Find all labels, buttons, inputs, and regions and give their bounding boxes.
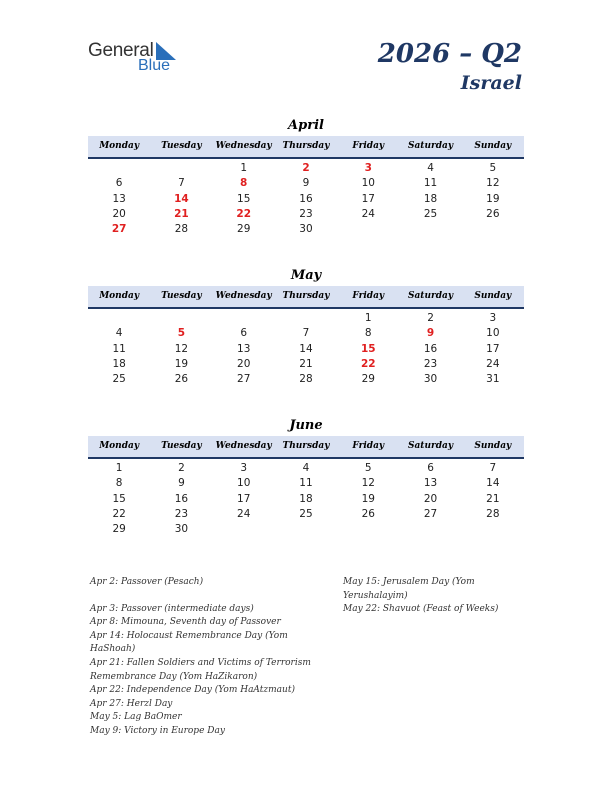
day-cell [337,522,399,537]
holiday-note: Apr 14: Holocaust Remembrance Day (Yom HaShoah) [90,630,288,655]
day-cell: 6 [427,462,434,474]
day-cell: 26 [174,373,189,386]
day-cell: 1 [240,162,248,174]
day-cell: 17 [237,492,251,505]
day-cell: 17 [361,192,375,205]
day-cell: 9 [426,327,435,340]
period-title: 2026 – Q2 [377,39,522,69]
weekday-header [88,286,524,309]
day-cell: 28 [299,373,313,386]
day-cell [337,222,399,237]
weekday-label: Friday [352,141,385,151]
day-cell [399,222,461,237]
day-cell: 18 [423,192,438,205]
day-cell: 27 [423,507,438,520]
weekday-header [88,436,524,459]
day-cell: 30 [174,523,189,536]
day-cell: 23 [423,357,438,370]
day-cell: 7 [178,177,185,190]
day-cell: 23 [299,207,313,220]
month-april [88,116,524,237]
week-row [88,461,524,476]
month-may [88,266,524,387]
weekday-label: Wednesday [215,291,272,301]
day-cell: 27 [111,223,127,236]
day-cell: 3 [364,162,372,174]
weekday-header [88,136,524,159]
day-cell: 30 [299,223,313,236]
day-cell: 19 [361,492,375,505]
holiday-note: May 15: Jerusalem Day (Yom [343,577,475,587]
month-name: May [290,268,322,283]
day-cell [88,311,150,326]
day-cell: 13 [112,192,126,205]
day-cell [399,522,461,537]
day-cell: 20 [237,357,251,370]
day-cell: 22 [360,357,376,370]
day-cell: 19 [486,192,500,205]
day-cell: 31 [486,373,500,386]
day-cell: 7 [489,462,497,474]
logo-blue-text: Blue [138,57,171,74]
day-cell: 7 [302,327,310,340]
weekday-label: Saturday [407,291,454,301]
holiday-notes-left [90,576,335,739]
week-row [88,372,524,387]
holiday-note: Apr 8: Mimouna, Seventh day of Passover [90,617,281,628]
month-name: June [289,418,323,433]
day-cell: 20 [112,207,126,220]
day-cell [213,311,275,326]
day-cell: 15 [112,492,126,505]
day-cell: 2 [178,462,185,474]
weekday-label: Saturday [407,141,454,151]
holiday-note: Apr 22: Independence Day (Yom HaAtzmaut) [90,685,295,696]
day-cell [275,311,337,326]
day-cell: 23 [174,507,189,520]
day-cell: 2 [427,312,434,324]
week-row [88,207,524,222]
day-cell: 25 [299,507,313,520]
day-cell: 4 [115,327,123,340]
day-cell: 27 [237,373,251,386]
weekday-label: Friday [352,291,385,301]
day-cell: 25 [423,207,438,220]
day-cell: 5 [177,327,186,340]
weekday-label: Monday [99,441,140,451]
holiday-note: Apr 2: Passover (Pesach) [90,577,204,587]
day-cell: 13 [237,342,251,355]
weekday-label: Wednesday [215,141,272,151]
day-cell [150,311,212,326]
day-cell: 3 [489,312,497,324]
day-cell: 18 [112,357,126,370]
day-cell [150,161,212,176]
holiday-notes-right [343,576,533,617]
day-cell: 10 [361,177,375,190]
holiday-note: Apr 27: Herzl Day [90,698,173,709]
weekday-label: Wednesday [215,441,272,451]
day-cell: 8 [240,177,248,190]
day-cell: 6 [115,177,123,190]
day-cell: 8 [115,477,123,490]
day-cell: 12 [361,477,375,490]
holiday-note: May 9: Victory in Europe Day [90,725,225,736]
day-cell: 13 [423,477,438,490]
day-cell [88,161,150,176]
day-cell: 16 [299,192,313,205]
country-title: Israel [460,72,522,94]
day-cell: 28 [174,223,189,236]
day-cell: 30 [423,373,438,386]
day-cell: 10 [486,327,500,340]
page-title [378,38,522,96]
week-row [88,311,524,326]
day-cell: 22 [236,207,252,220]
day-cell: 11 [112,342,126,355]
day-cell: 18 [299,492,313,505]
logo-general-text: General [88,40,154,61]
day-cell: 15 [237,192,251,205]
week-row [88,342,524,357]
week-row [88,507,524,522]
week-row [88,161,524,176]
holiday-note: May 22: Shavuot (Feast of Weeks) [343,604,499,615]
week-row [88,357,524,372]
holiday-note: Apr 3: Passover (intermediate days) [90,603,254,614]
day-cell: 29 [112,523,126,536]
day-cell [462,522,524,537]
day-cell [275,522,337,537]
week-row [88,192,524,207]
week-row [88,326,524,341]
weekday-label: Tuesday [161,141,202,151]
weekday-label: Thursday [282,291,330,301]
day-cell: 24 [486,357,500,370]
week-row [88,176,524,191]
month-name: April [288,118,324,133]
day-cell: 1 [115,462,123,474]
day-cell: 2 [302,162,310,174]
day-cell: 14 [486,477,500,490]
day-cell: 17 [486,342,500,355]
weekday-label: Friday [352,441,385,451]
day-cell: 21 [486,492,500,505]
weekday-label: Monday [99,141,140,151]
day-cell [213,522,275,537]
holiday-note: May 5: Lag BaOmer [90,712,182,723]
weekday-label: Sunday [474,441,512,451]
day-cell: 29 [237,223,251,236]
day-cell: 3 [240,462,248,474]
day-cell: 1 [364,312,372,324]
day-cell: 14 [299,342,313,355]
day-cell: 20 [423,492,438,505]
day-cell: 16 [423,342,438,355]
day-cell: 12 [486,177,500,190]
day-cell: 12 [174,342,189,355]
day-cell: 14 [174,192,189,205]
week-row [88,222,524,237]
day-cell: 5 [489,162,497,174]
holiday-note: Remembrance Day (Yom HaZikaron) [90,671,258,682]
weekday-label: Saturday [407,441,454,451]
day-cell: 15 [360,342,376,355]
day-cell: 10 [237,477,251,490]
day-cell: 16 [174,492,189,505]
day-cell: 21 [174,207,189,220]
logo [88,40,188,76]
day-cell: 28 [486,507,500,520]
day-cell: 4 [302,462,310,474]
day-cell [462,222,524,237]
holiday-note: Yerushalayim) [343,590,408,601]
week-row [88,522,524,537]
weekday-label: Tuesday [161,441,202,451]
day-cell: 9 [302,177,310,190]
weekday-label: Monday [99,291,140,301]
day-cell: 6 [240,327,248,340]
weekday-label: Thursday [282,141,330,151]
weekday-label: Sunday [474,141,512,151]
day-cell: 26 [486,207,500,220]
day-cell: 11 [299,477,313,490]
day-cell: 8 [364,327,372,340]
day-cell: 9 [178,477,185,490]
day-cell: 26 [361,507,375,520]
day-cell: 29 [361,373,375,386]
day-cell: 19 [174,357,189,370]
day-cell: 5 [364,462,372,474]
weekday-label: Tuesday [161,291,202,301]
holiday-note: Apr 21: Fallen Soldiers and Victims of Terrorism [90,657,311,668]
day-cell: 24 [237,507,251,520]
day-cell: 25 [112,373,126,386]
weekday-label: Thursday [282,441,330,451]
week-row [88,476,524,491]
day-cell: 22 [112,507,126,520]
day-cell: 24 [361,207,375,220]
week-row [88,492,524,507]
month-june [88,416,524,537]
day-cell: 21 [299,357,313,370]
day-cell: 4 [427,162,434,174]
weekday-label: Sunday [474,291,512,301]
day-cell: 11 [423,177,438,190]
